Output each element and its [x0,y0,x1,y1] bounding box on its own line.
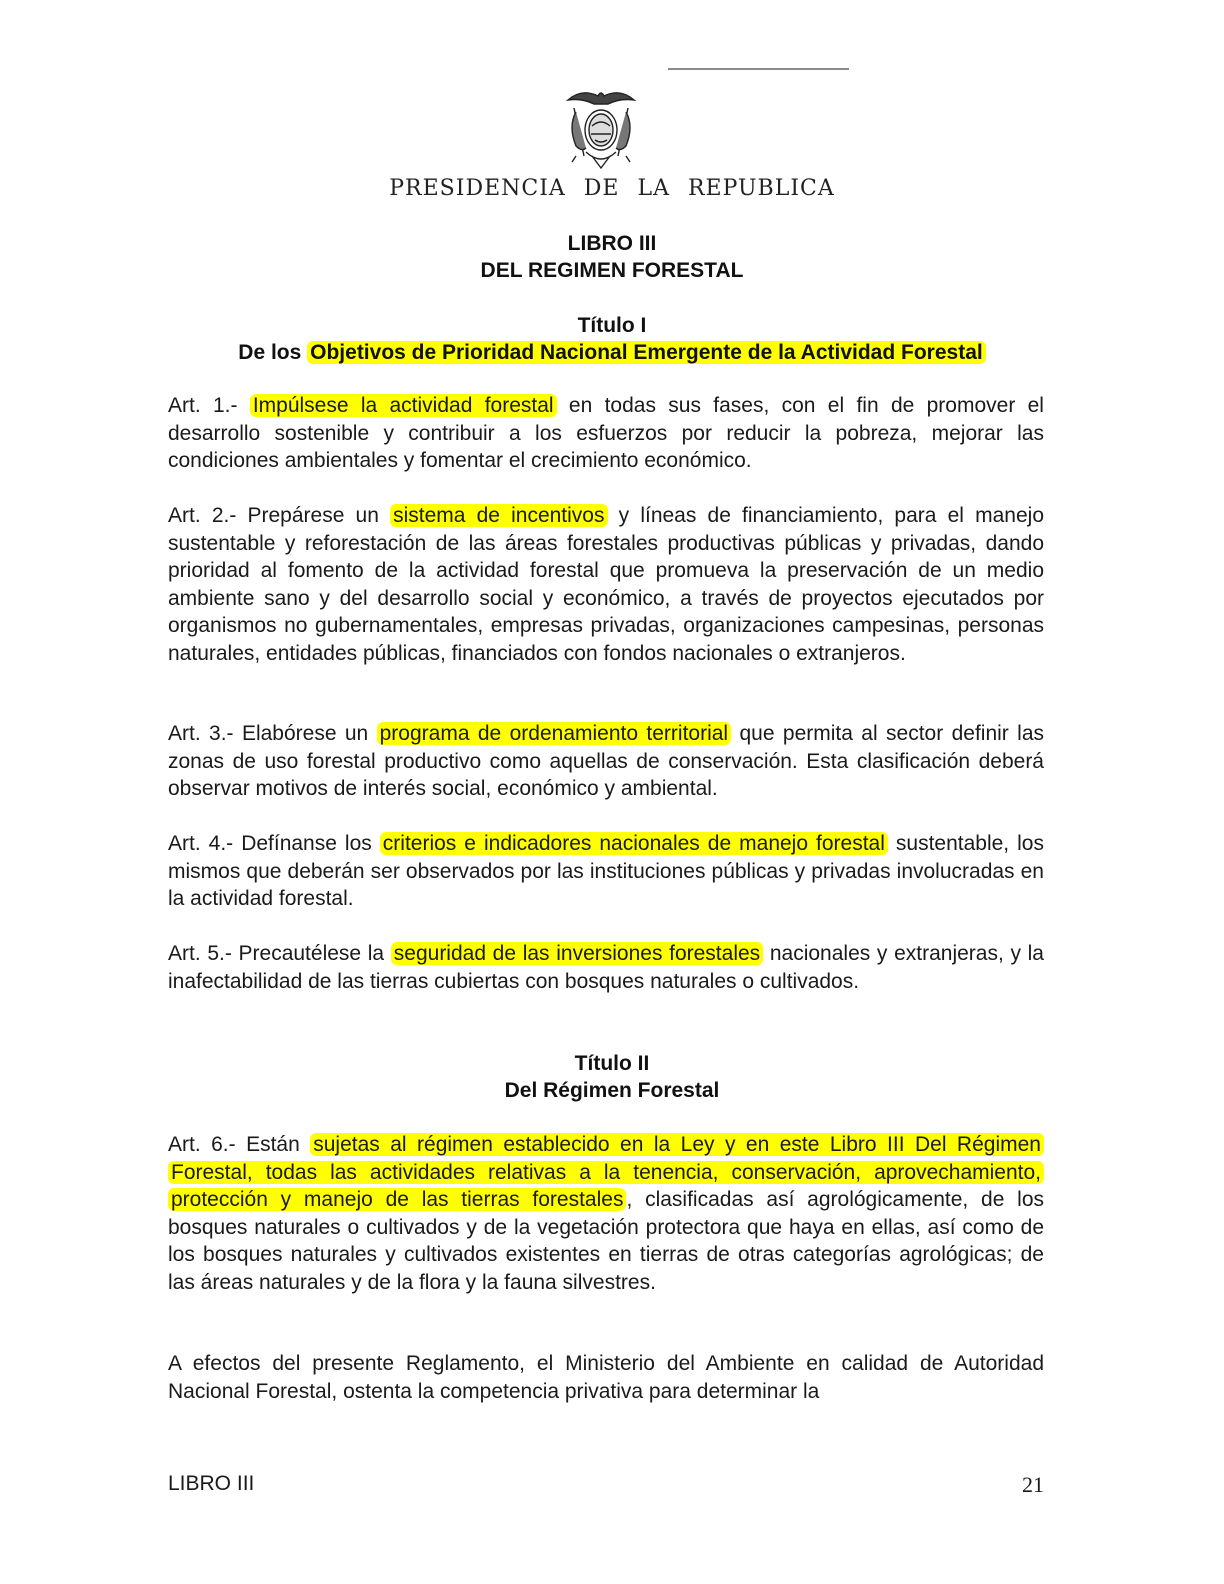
article-5 [168,940,1044,995]
article-6-pre: Están [246,1133,311,1156]
article-1 [168,392,1044,475]
footer-book-label: LIBRO III [168,1472,255,1495]
title-1-prefix: De los [238,341,308,364]
article-2 [168,502,1044,667]
book-number: LIBRO III [567,232,657,255]
coat-of-arms-icon [562,86,640,172]
article-3-pre: Elabórese un [241,722,377,745]
article-3 [168,720,1044,803]
title-2-name: Del Régimen Forestal [504,1079,720,1102]
article-2-body: y líneas de financiamiento, para el manejo sustentable y reforestación de las áreas forestales productivas públicas y privadas, dando prioridad al fomento de la actividad forestal que promueva la preservación de un medio ambiente sano y del desarrollo social y económico, a través de proyectos ejecutados por organismos no gubernamentales, empresas privadas, organizaciones campesinas, personas naturales, entidades públicas, financiados con fondos nacionales o extranjeros. [168,504,1044,665]
article-5-highlight: seguridad de las inversiones forestales [391,942,763,965]
article-4-body: sustentable, los mismos que deberán ser observados por las instituciones públicas y privadas involucradas en la actividad forestal. [168,832,1044,910]
article-5-pre: Precautélese la [238,942,391,965]
title-2-heading [0,1050,1224,1104]
title-1-number: Título I [577,314,647,337]
article-6-label: Art. 6.- [168,1133,247,1156]
paragraph-ministry: A efectos del presente Reglamento, el Ministerio del Ambiente en calidad de Autoridad Nacional Forestal, ostenta la competencia privativa para determinar la [168,1352,1044,1403]
article-6 [168,1131,1044,1296]
article-5-label: Art. 5.- [168,942,239,965]
article-1-highlight: Impúlsese la actividad forestal [250,394,557,417]
article-4-pre: Defínanse los [241,832,380,855]
page-number: 21 [1022,1472,1044,1497]
title-1-name [0,339,1224,366]
article-3-label: Art. 3.- [168,722,242,745]
article-4 [168,830,1044,913]
article-6-body: , clasificadas así agrológicamente, de los bosques naturales o cultivados y de la vegetación protectora que haya en ellas, así como de los bosques naturales y cultivados existentes en tierras de otras categorías agrológicas; de las áreas naturales y de la flora y la fauna silvestres. [168,1188,1044,1294]
article-4-highlight: criterios e indicadores nacionales de manejo forestal [380,832,888,855]
title-2-number: Título II [574,1052,650,1075]
book-title: DEL REGIMEN FORESTAL [480,259,744,282]
article-5-body: nacionales y extranjeras, y la inafectabilidad de las tierras cubiertas con bosques naturales o cultivados. [168,942,1044,993]
article-2-highlight: sistema de incentivos [390,504,607,527]
article-3-highlight: programa de ordenamiento territorial [377,722,731,745]
article-3-body: que permita al sector definir las zonas de uso forestal productivo como aquellas de conservación. Esta clasificación deberá observar motivos de interés social, económico y ambiental. [168,722,1045,800]
article-1-body: en todas sus fases, con el fin de promover el desarrollo sostenible y contribuir a los esfuerzos por reducir la pobreza, mejorar las condiciones ambientales y fomentar el crecimiento económico. [168,394,1044,472]
article-2-pre: Prepárese un [247,504,391,527]
article-4-label: Art. 4.- [168,832,242,855]
article-2-label: Art. 2.- [168,504,248,527]
article-1-label: Art. 1.- [168,394,250,417]
article-6-highlight: sujetas al régimen establecido en la Ley y en este Libro III Del Régimen Forestal, todas las actividades relativas a la tenencia, conservación, aprovechamiento, protección y manejo de las tierras forestales [168,1133,1044,1211]
title-1-heading [0,312,1224,366]
book-heading [0,230,1224,284]
header-rule [668,68,849,70]
institution-name: PRESIDENCIA DE LA REPUBLICA [389,176,835,201]
title-1-highlight: Objetivos de Prioridad Nacional Emergente de la Actividad Forestal [307,341,986,364]
